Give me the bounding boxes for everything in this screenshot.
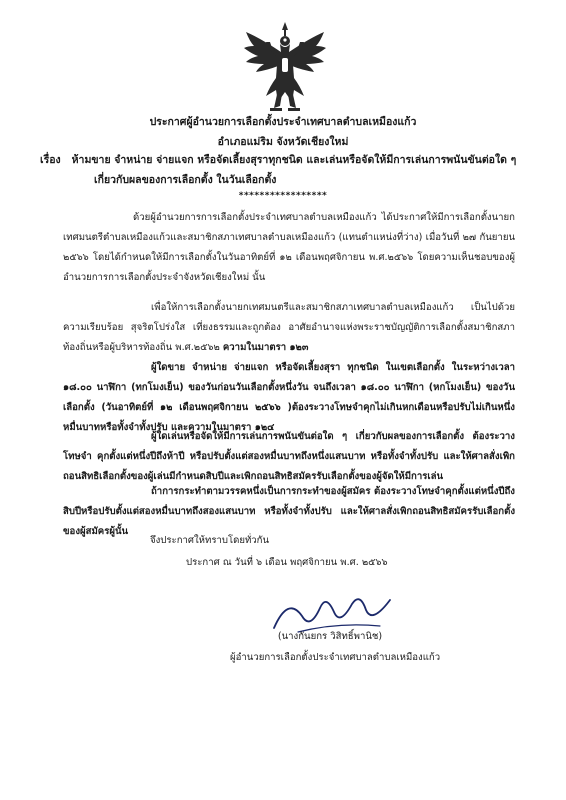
announcement-date: ประกาศ ณ วันที่ ๖ เดือน พฤศจิกายน พ.ศ. ๒๕๖๖: [186, 557, 388, 568]
section-123-label: ความในมาตรา ๑๒๓: [222, 342, 309, 353]
subject-label: เรื่อง: [40, 154, 61, 166]
divider-stars: *****************: [238, 191, 328, 201]
closing-announcement: จึงประกาศให้ทราบโดยทั่วกัน: [150, 535, 270, 546]
signer-title: ผู้อำนวยการเลือกตั้งประจำเทศบาลตำบลเหมืองแก้ว: [230, 652, 441, 663]
paragraph-candidate-penalty: ถ้าการกระทำตามวรรคหนึ่งเป็นการกระทำของผู้สมัคร ต้องระวางโทษจำคุกตั้งแต่หนึ่งปีถึงสิบปีหรือปรับตั้งแต่สองหมื่นบาทถึงสองแสนบาท หรือทั้งจำทั้งปรับ และให้ศาลสั่งเพิกถอนสิทธิสมัครรับเลือกตั้งของผู้สมัครผู้นั้น: [63, 486, 515, 537]
paragraph-purpose: [63, 298, 515, 358]
paragraph-alcohol-ban: [63, 358, 515, 438]
subject-text-2: เกี่ยวกับผลของการเลือกตั้ง ในวันเลือกตั้ง: [94, 174, 277, 186]
section-124-label: และความในมาตรา ๑๒๔: [167, 422, 275, 433]
alcohol-ban-text: ผู้ใดขาย จำหน่าย จ่ายแจก หรือจัดเลี้ยงสุรา ทุกชนิด ในเขตเลือกตั้ง ในระหว่างเวลา ๑๘.๐๐ นาฬิกา (ทกโมงเย็น) ของวันก่อนวันเลือกตั้งหนึ่งวัน จนถึงเวลา ๑๘.๐๐ นาฬิกา (หกโมงเย็น) ของวันเลือกตั้ง (วันอาทิตย์ที่ ๑๒ เดือนพฤศจิกายน ๒๕๖๖ )ต้องระวางโทษจำคุกไม่เกินหกเดือนหรือปรับไม่เกินหนึ่งหมื่นบาทหรือทั้งจำทั้งปรับ: [63, 362, 515, 433]
paragraph-purpose-text: เพื่อให้การเลือกตั้งนายกเทศมนตรีและสมาชิกสภาเทศบาลตำบลเหมืองแก้ว เป็นไปด้วยความเรียบร้อย สุจริตโปร่งใส เที่ยงธรรมและถูกต้อง อาศัยอำนาจแห่งพระราชบัญญัติการเลือกตั้งสมาชิกสภาท้องถิ่นหรือผู้บริหารท้องถิ่น พ.ศ.๒๕๖๒: [63, 302, 515, 353]
garuda-emblem-icon: [240, 20, 330, 116]
subject-line: [40, 150, 530, 170]
announcement-district: อำเภอแม่ริม จังหวัดเชียงใหม่: [217, 136, 349, 148]
subject-text-1: ห้ามขาย จำหน่าย จ่ายแจก หรือจัดเลี้ยงสุราทุกชนิด และเล่นหรือจัดให้มีการเล่นการพนันขันต่อใด ๆ: [71, 154, 517, 166]
paragraph-intro: ด้วยผู้อำนวยการการเลือกตั้งประจำเทศบาลตำบลเหมืองแก้ว ได้ประกาศให้มีการเลือกตั้งนายกเทศมนตรีตำบลเหมืองแก้วและสมาชิกสภาเทศบาลตำบลเหมืองแก้ว (แทนตำแหน่งที่ว่าง) เมื่อวันที่ ๒๗ กันยายน ๒๕๖๖ โดยได้กำหนดให้มีการเลือกตั้งในวันอาทิตย์ที่ ๑๒ เดือนพฤศจิกายน พ.ศ.๒๕๖๖ โดยความเห็นชอบของผู้อำนวยการการเลือกตั้งประจำจังหวัดเชียงใหม่ นั้น: [63, 212, 515, 283]
signer-name: (นางกันยกร วิสิทธิ์พานิช): [277, 631, 383, 642]
paragraph-gambling-ban: ผู้ใดเล่นหรือจัดให้มีการเล่นการพนันขันต่อใด ๆ เกี่ยวกับผลของการเลือกตั้ง ต้องระวางโทษจำ คุกตั้งแต่หนึ่งปีถึงห้าปี หรือปรับตั้งแต่สองหมื่นบาทถึงหนึ่งแสนบาท หรือทั้งจำทั้งปรับ และให้ศาลสั่งเพิกถอนสิทธิเลือกตั้งของผู้เล่นมีกำหนดสิบปีและเพิกถอนสิทธิสมัครรับเลือกตั้งของผู้จัดให้มีการเล่น: [63, 431, 515, 482]
announcement-issuer: ประกาศผู้อำนวยการเลือกตั้งประจำเทศบาลตำบลเหมืองแก้ว: [149, 116, 417, 128]
